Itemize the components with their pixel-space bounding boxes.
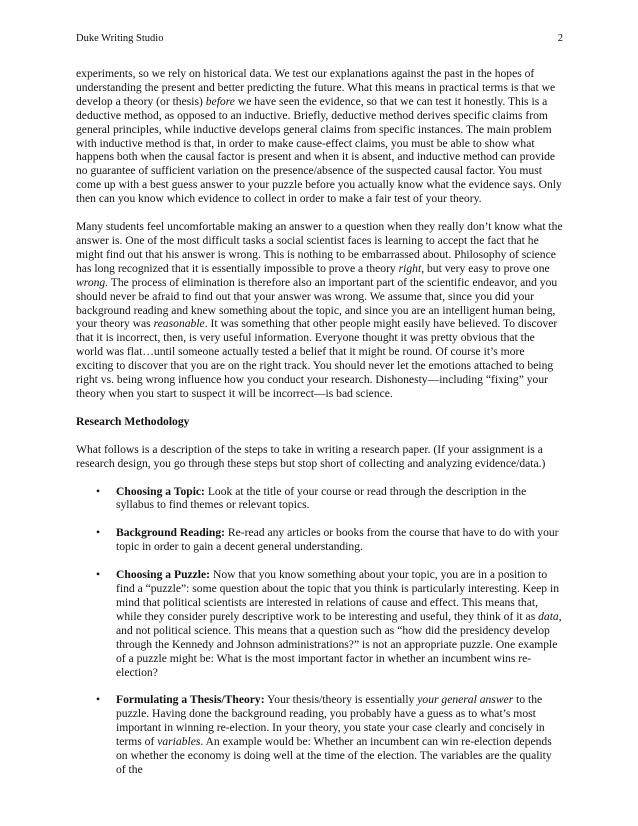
header-title: Duke Writing Studio — [76, 33, 164, 44]
paragraph-methodology — [76, 67, 564, 206]
bullet-icon: • — [96, 484, 101, 498]
section-heading: Research Methodology — [76, 414, 190, 428]
emphasis: reasonable — [153, 317, 205, 331]
emphasis: variables — [157, 735, 201, 749]
list-item — [76, 485, 564, 513]
step-text: Your thesis/theory is essentially — [264, 693, 418, 707]
step-title: Formulating a Thesis/Theory: — [116, 693, 265, 707]
paragraph-intro-steps: What follows is a description of the steps to take in writing a research paper. (If your assignment is a research design, you go through these steps but stop short of collecting and analyzing evidence/data.) — [76, 442, 546, 470]
step-title: Choosing a Puzzle: — [116, 568, 211, 582]
emphasis: your general answer — [417, 693, 514, 707]
paragraph-uncertainty — [76, 220, 564, 401]
text-run: The process of elimination is therefore also an important part of the scientific endeavor, and you should never be afraid to find out that your answer was wrong. We assume that, since you did your background reading and knew something about the topic, and since you are an intelligent human being, your theory was — [76, 275, 558, 331]
steps-list — [76, 485, 564, 777]
text-run: we have seen the evidence, so that we can test it honestly. This is a deductive method, as opposed to an inductive. Briefly, deductive method derives specific claims from general principles, while inductive develops general claims from specific instances. The main problem with inductive method is that, in order to make cause-effect claims, you must be able to show what happens both when the causal factor is present and when it is absent, and inductive method can provide no guarantee of sufficient variation on the presence/absence of the suspected causal factor. You must come up with a best guess answer to your puzzle before you actually know what the evidence says. Only then can you know which evidence to collect in order to make a fair test of your theory. — [76, 94, 562, 206]
step-title: Choosing a Topic: — [116, 484, 205, 498]
text-run: experiments, so we rely on historical data. We test our explanations against the past in the hopes of understanding the present and better predicting the future. What this means in practical terms is that we develop a theory (or thesis) — [76, 67, 556, 108]
document-body — [76, 67, 564, 791]
text-run: Many students feel uncomfortable making an answer to a question when they really don’t know what the answer is. One of the most difficult tasks a social scientist faces is learning to accept the fact that he might find out that his answer is wrong. This is nothing to be embarrassed about. Philosophy of science has long recognized that it is essentially impossible to prove a theory — [76, 220, 563, 275]
step-text: . An example would be: Whether an incumbent can win re-election depends on whether the economy is doing well at the time of the election. The variables are the quality of the — [116, 735, 552, 776]
bullet-icon: • — [96, 568, 101, 582]
emphasis: right — [398, 261, 422, 275]
emphasis: before — [205, 94, 235, 108]
list-item — [76, 526, 564, 554]
emphasis: data — [538, 609, 559, 623]
bullet-icon: • — [96, 526, 101, 540]
step-text: Re-read any articles or books from the course that have to do with your topic in order to gain a decent general understanding. — [116, 526, 559, 554]
emphasis: wrong. — [76, 275, 109, 289]
page-number: 2 — [557, 33, 563, 44]
step-text: Now that you know something about your topic, you are in a position to find a “puzzle”: some question about the topic that you think is particularly interesting. Keep in mind that political scientists are interested in relations of cause and effect. This means that, while they consider purely descriptive work to be interesting and useful, they think of it as — [116, 568, 560, 623]
text-run: , but very easy to prove one — [421, 261, 550, 275]
list-item — [76, 693, 564, 776]
bullet-icon: • — [96, 693, 101, 707]
step-title: Background Reading: — [116, 526, 225, 540]
step-text: , and not political science. This means that a question such as “how did the presidency develop through the Kennedy and Johnson administrations?” is not an appropriate puzzle. One example of a puzzle might be: What is the most important factor in whether an incumbent wins re-election? — [116, 609, 562, 679]
text-run: . It was something that other people might easily have believed. To discover that it is incorrect, then, is very useful information. Everyone thought it was pretty obvious that the world was flat…until someone actually tested a belief that it might be round. Of course it’s more exciting to discover that you are on the right track. You should never let the emotions attached to being right vs. being wrong influence how you conduct your research. Dishonesty—including “fixing” your theory when you start to suspect it will be incorrect—is bad science. — [76, 317, 558, 400]
list-item — [76, 568, 564, 679]
step-text: Look at the title of your course or read through the description in the syllabus to find themes or relevant topics. — [116, 484, 527, 512]
step-text: to the puzzle. Having done the background reading, you probably have a guess as to what’s most important in winning re-election. In your theory, you state your case clearly and concisely in terms of — [116, 693, 545, 749]
